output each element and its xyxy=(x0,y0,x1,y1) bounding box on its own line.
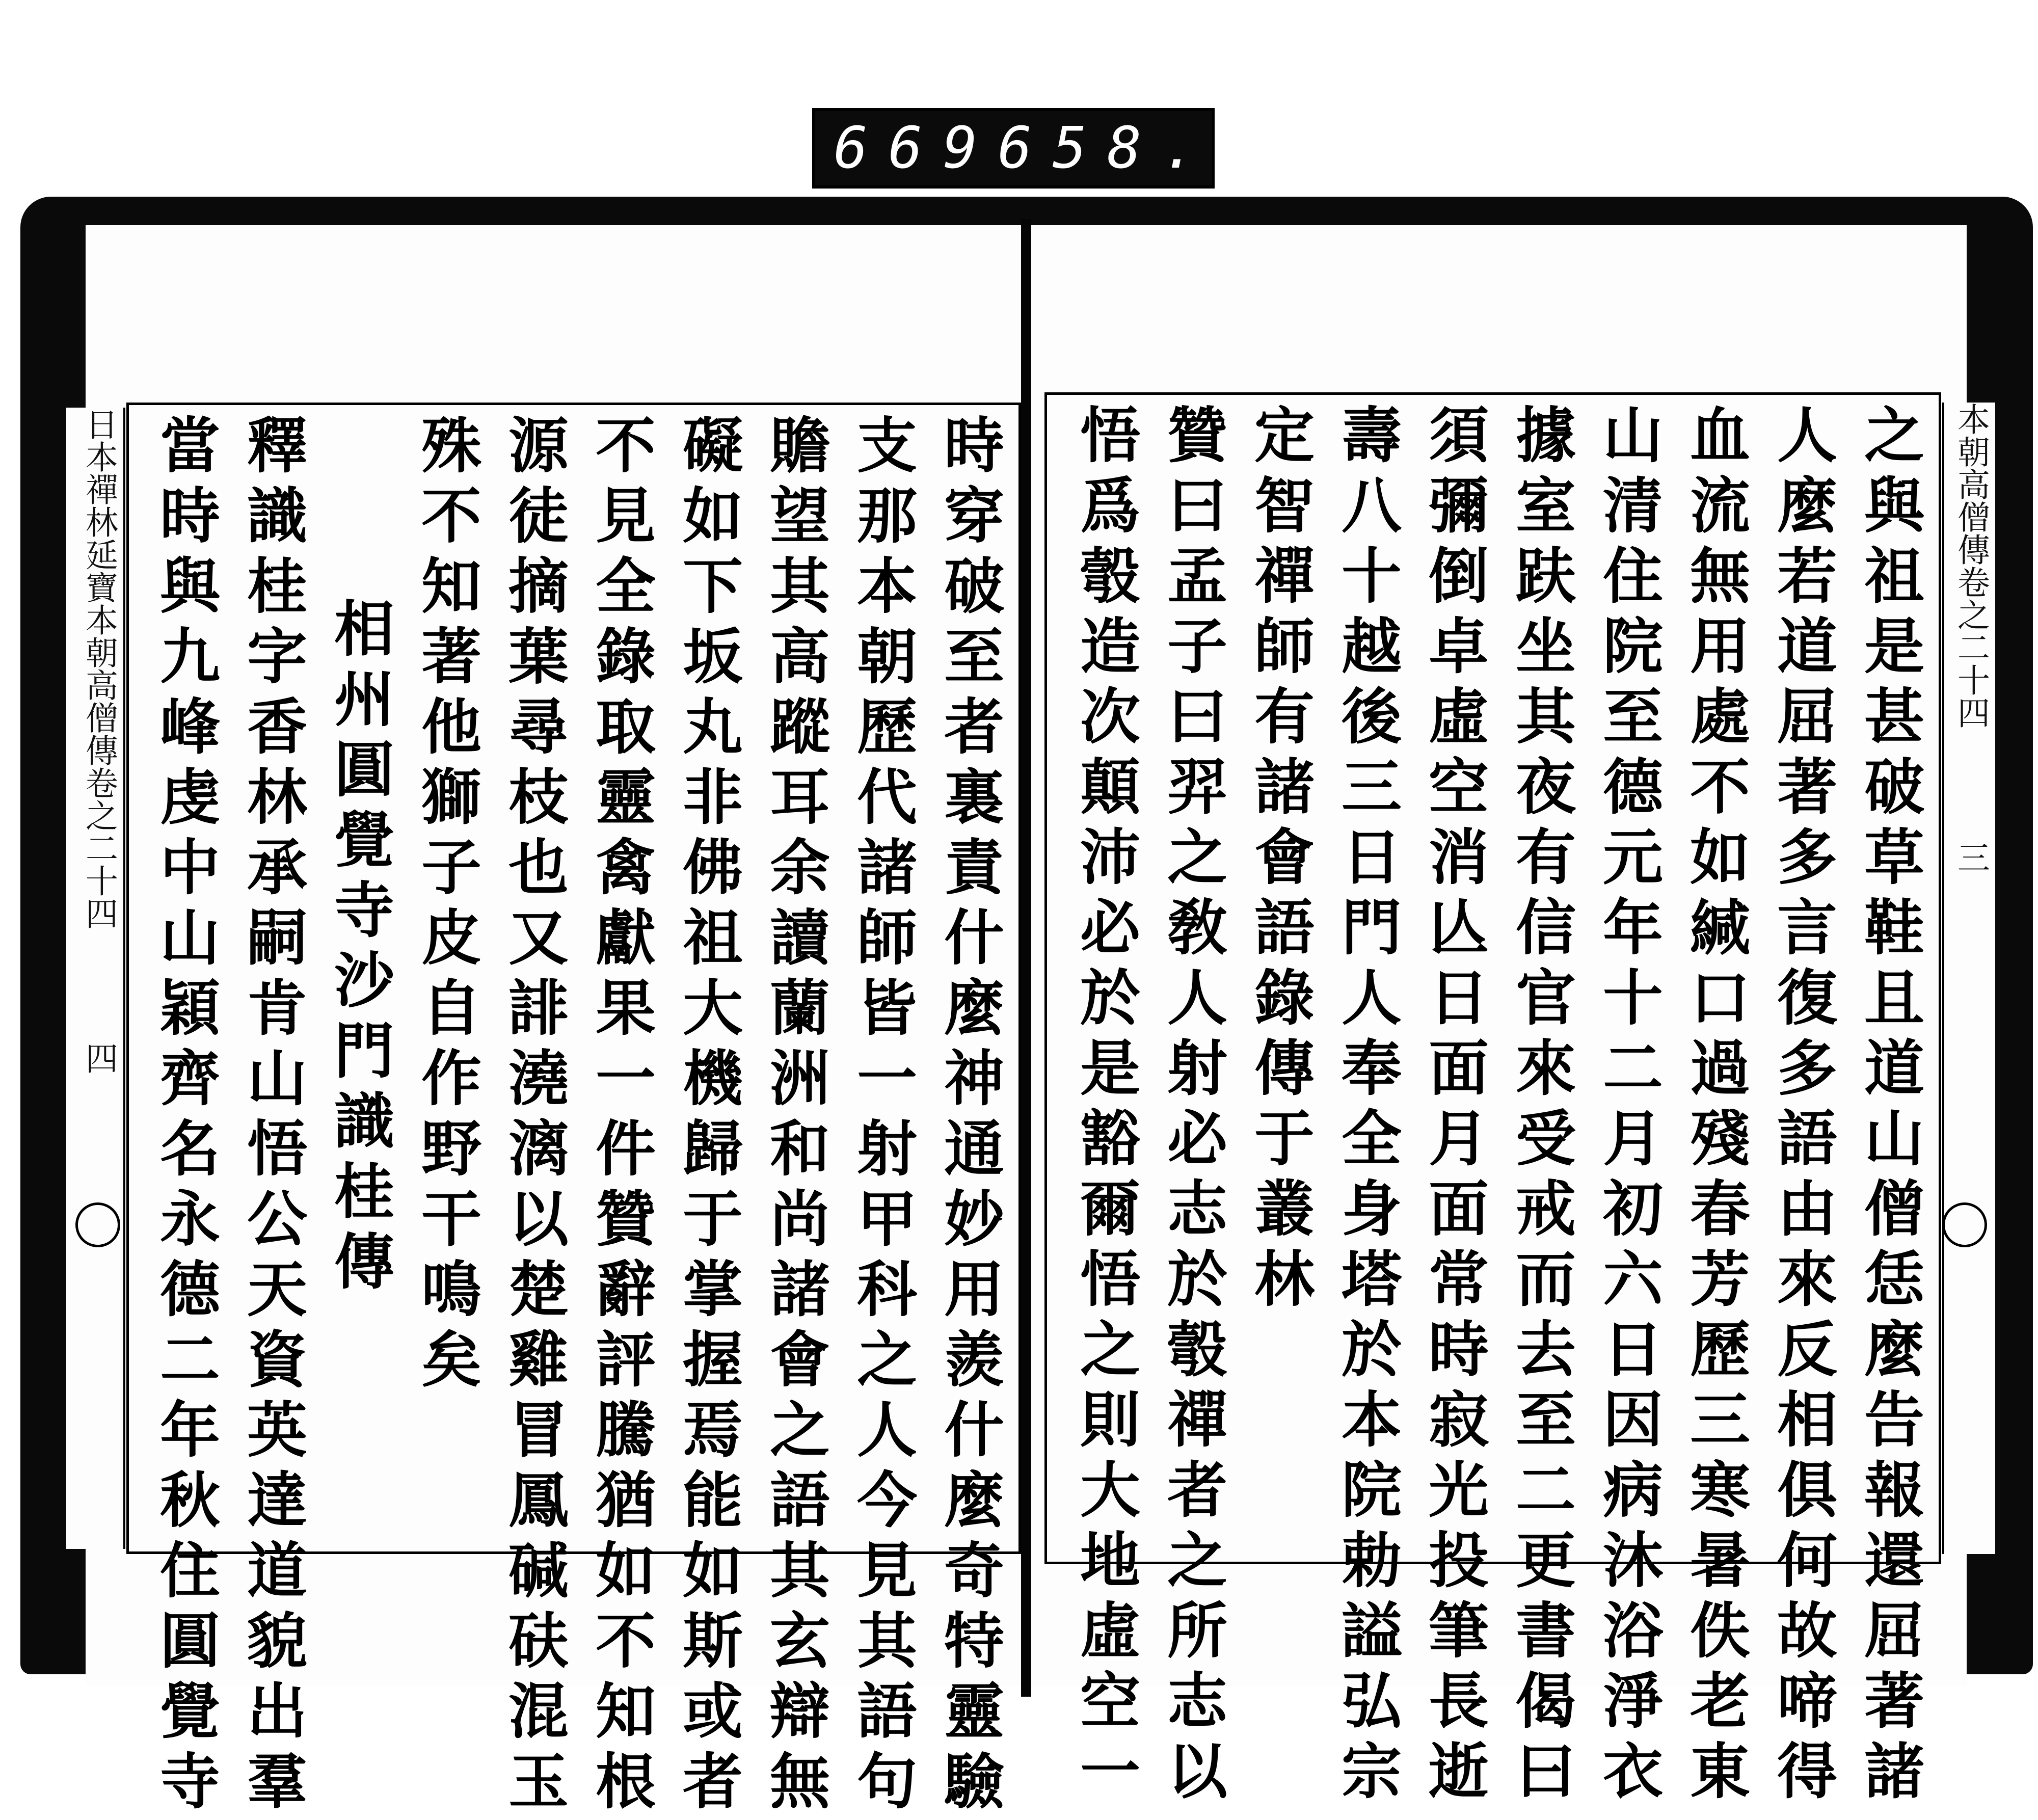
text-column: 山清住院至德元年十二月初六日因病沐浴淨衣 xyxy=(1593,404,1664,1810)
text-column: 源徒摘葉尋枝也又誹澆漓以楚雞冒鳳碱砆混玉 xyxy=(498,414,569,1820)
right-edge-page-number: 三 xyxy=(1952,841,1990,874)
text-column: 時穿破至者裏責什麼神通妙用羨什麼奇特靈驗 xyxy=(934,414,1005,1820)
text-column: 據室趺坐其夜有信官來受戒而去至二更書偈曰 xyxy=(1506,404,1576,1810)
text-column: 人麼若道屈著多言復多語由來反相俱何故啼得 xyxy=(1767,404,1838,1810)
text-column: 須彌倒卓虛空消亾日面月面常時寂光投筆長逝 xyxy=(1418,404,1489,1810)
text-column: 之與祖是甚破草鞋且道山僧恁麼告報還屈著諸 xyxy=(1854,404,1925,1810)
text-column: 血流無用處不如緘口過殘春芳歷三寒暑佚老東 xyxy=(1680,404,1751,1810)
frame-number-left: 669 xyxy=(834,115,998,181)
text-column: 支那本朝歷代諸師皆一射甲科之人今見其語句 xyxy=(847,414,918,1820)
right-edge-title: 本朝高僧傳卷之二十四 xyxy=(1952,403,1990,729)
left-edge-page-number: 四 xyxy=(80,1041,118,1075)
text-column: 釋識桂字香林承嗣肯山悟公天資英達道貌出羣 xyxy=(237,414,308,1820)
text-column: 悟爲彀造次顛沛必於是豁爾悟之則大地虛空一 xyxy=(1070,404,1141,1810)
left-edge-title: 日本禪林延寶本朝高僧傳卷之二十四 xyxy=(80,408,118,929)
left-fishtail-circle-icon xyxy=(75,1202,120,1247)
text-column: 礙如下坂丸非佛祖大機歸于掌握焉能如斯或者 xyxy=(673,414,743,1820)
book-gutter xyxy=(1021,219,1031,1697)
frame-number-label xyxy=(812,108,1215,189)
frame-number-right: 658. xyxy=(998,115,1217,181)
text-column: 不見全錄取靈禽獻果一件贊辭評騰猶如不知根 xyxy=(585,414,656,1820)
text-column: 殊不知著他獅子皮自作野干鳴矣 xyxy=(411,414,482,1398)
text-column: 定智禪師有諸會語錄傳于叢林 xyxy=(1244,404,1315,1318)
text-column: 壽八十越後三日門人奉全身塔於本院勅謚弘宗 xyxy=(1331,404,1402,1810)
text-column: 當時與九峰虔中山穎齊名永德二年秋住圓覺寺 xyxy=(150,414,221,1820)
left-page-edge xyxy=(66,408,125,1549)
text-column: 贍望其高蹤耳余讀蘭洲和尚諸會之語其玄辯無 xyxy=(760,414,830,1820)
right-page-edge xyxy=(1942,403,1995,1554)
left-page-text xyxy=(139,414,1013,1820)
right-fishtail-circle-icon xyxy=(1942,1202,1987,1247)
section-heading: 相州圓覺寺沙門識桂傳 xyxy=(324,597,395,1300)
text-column: 贊曰孟子曰羿之敎人射必志於彀禪者之所志以 xyxy=(1157,404,1228,1810)
right-page-text xyxy=(1057,404,1933,1810)
